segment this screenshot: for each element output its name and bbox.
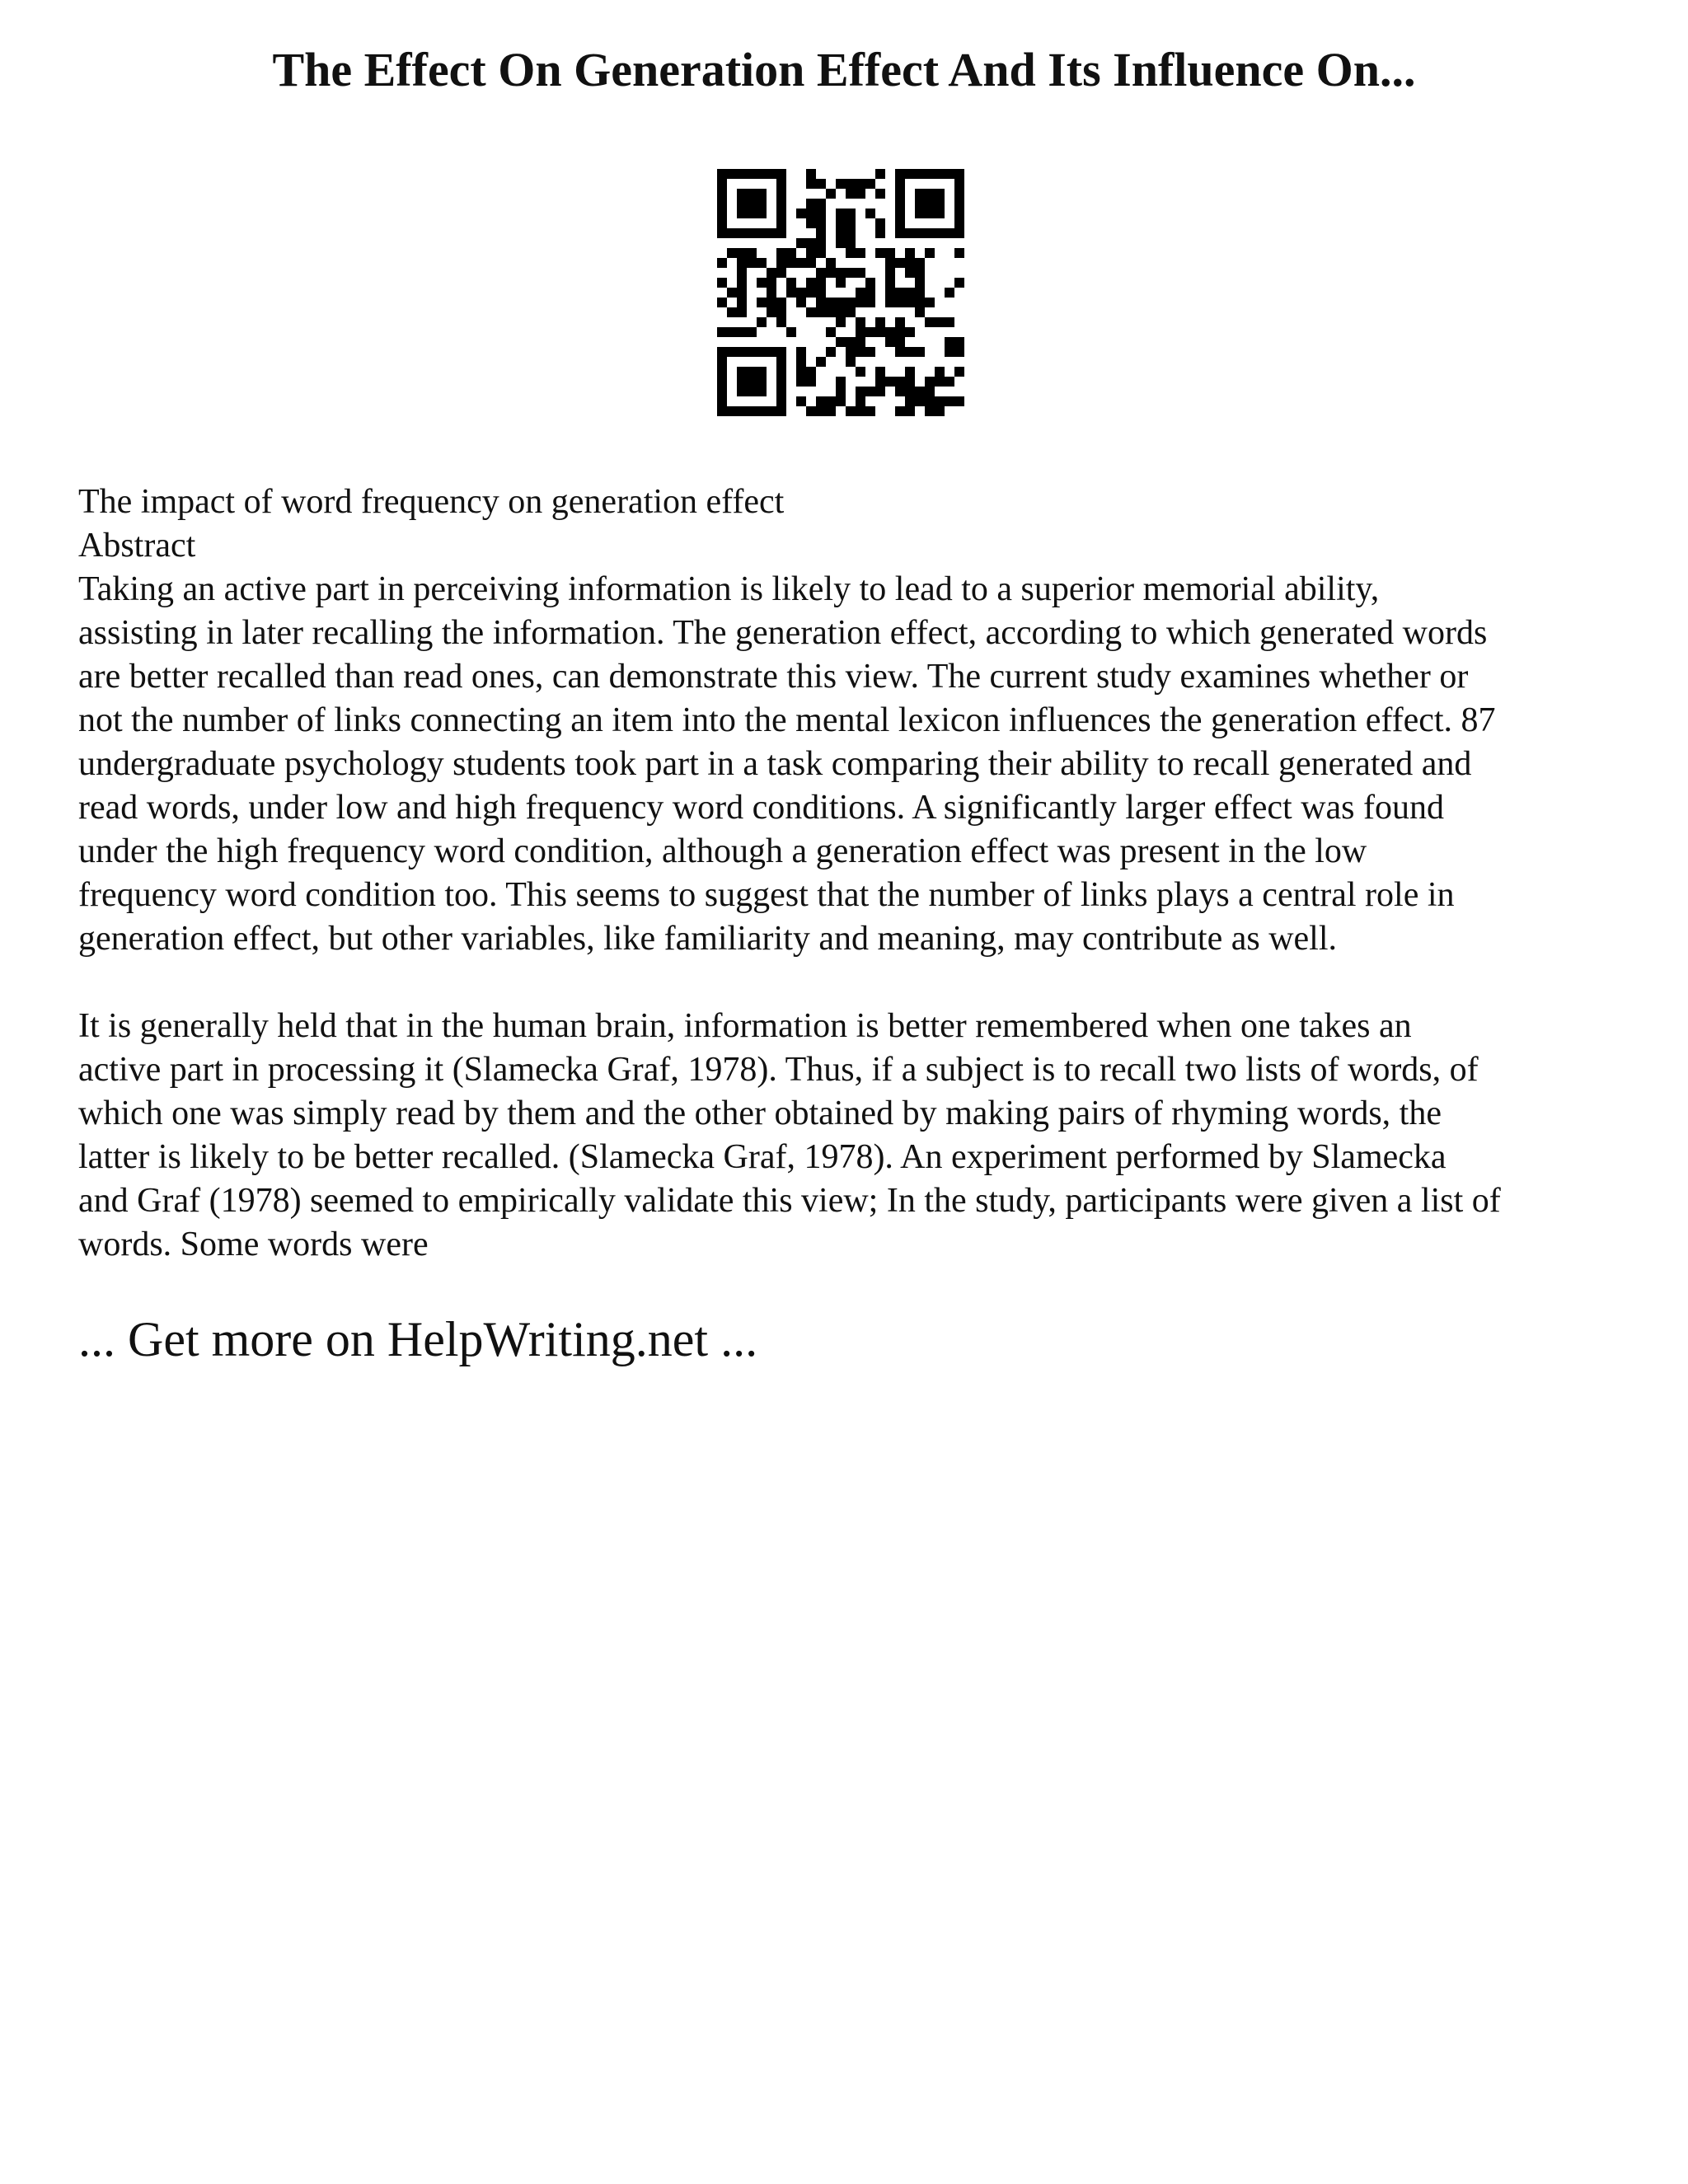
abstract-line: Taking an active part in perceiving information is likely to lead to a superior memorial ability, xyxy=(78,570,1380,608)
intro-line: words. Some words were xyxy=(78,1226,429,1263)
abstract-line: frequency word condition too. This seems to suggest that the number of links plays a central role in xyxy=(78,876,1455,914)
intro-line: active part in processing it (Slamecka Graf, 1978). Thus, if a subject is to recall two lists of words, of xyxy=(78,1051,1479,1089)
abstract-paragraph xyxy=(78,568,1628,961)
paragraph-gap xyxy=(78,961,1628,1005)
document-subtitle: The impact of word frequency on generation effect xyxy=(78,483,785,521)
abstract-line: assisting in later recalling the information. The generation effect, according to which generated words xyxy=(78,614,1488,652)
abstract-line: under the high frequency word condition, although a generation effect was present in the low xyxy=(78,832,1367,870)
abstract-line: undergraduate psychology students took part in a task comparing their ability to recall generated and xyxy=(78,745,1472,783)
abstract-line: generation effect, but other variables, like familiarity and meaning, may contribute as well. xyxy=(78,920,1338,958)
qr-code-image xyxy=(717,169,964,416)
abstract-line: read words, under low and high frequency word conditions. A significantly larger effect was found xyxy=(78,789,1445,827)
get-more-link[interactable]: ... Get more on HelpWriting.net ... xyxy=(78,1312,758,1366)
abstract-heading: Abstract xyxy=(78,527,196,565)
abstract-line: are better recalled than read ones, can demonstrate this view. The current study examines whether or xyxy=(78,658,1469,696)
intro-line: It is generally held that in the human brain, information is better remembered when one takes an xyxy=(78,1007,1412,1045)
intro-line: and Graf (1978) seemed to empirically validate this view; In the study, participants were given a list of xyxy=(78,1182,1501,1220)
intro-paragraph xyxy=(78,1005,1628,1267)
qr-code-icon xyxy=(717,169,964,416)
intro-line: latter is likely to be better recalled. (Slamecka Graf, 1978). An experiment performed by Slamecka xyxy=(78,1138,1447,1176)
abstract-line: not the number of links connecting an item into the mental lexicon influences the generation effect. 87 xyxy=(78,701,1496,739)
document-body xyxy=(78,480,1628,1267)
document-title: The Effect On Generation Effect And Its Influence On... xyxy=(272,43,1416,96)
intro-line: which one was simply read by them and the other obtained by making pairs of rhyming words, the xyxy=(78,1094,1442,1132)
